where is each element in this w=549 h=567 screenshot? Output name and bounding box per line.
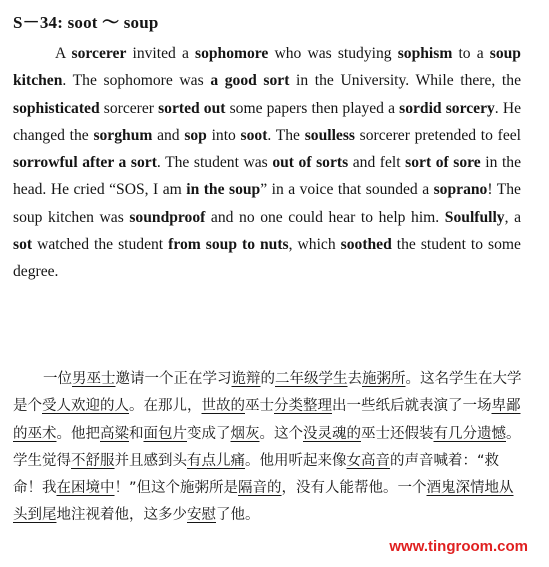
english-text: ” in a voice that sounded a — [260, 181, 434, 199]
chinese-paragraph — [13, 366, 523, 530]
english-key-term: sort of sore — [405, 154, 481, 172]
english-key-term: Soulfully — [444, 208, 505, 226]
chinese-key-term: 高粱 — [100, 425, 129, 442]
english-key-term: soup kitchen — [13, 45, 521, 90]
chinese-text: 。他把 — [56, 425, 100, 442]
english-text: sorcerer — [99, 99, 159, 117]
chinese-key-term: 隔音的 — [238, 480, 282, 497]
english-key-term: sorcerer — [71, 45, 127, 62]
chinese-text: ，没有人能帮他。一个 — [281, 480, 427, 497]
chinese-key-term: 诡辩 — [231, 371, 261, 387]
chinese-key-term: 二年级学生 — [275, 371, 348, 387]
chinese-key-term: 有点儿痛 — [187, 452, 245, 469]
chinese-text: 去 — [347, 371, 362, 387]
english-key-term: sorted out — [158, 99, 226, 117]
chinese-text: 。学生觉得 — [13, 425, 521, 469]
english-key-term: sordid sorcery — [399, 99, 495, 117]
english-text: the student to some degree. — [13, 236, 521, 281]
english-key-term: sophism — [397, 45, 453, 62]
english-text: ! The soup kitchen was — [13, 181, 521, 226]
chinese-key-term: 从头到尾 — [13, 480, 514, 524]
chinese-text: 一位 — [43, 371, 72, 387]
chinese-text: 了他。 — [216, 507, 260, 524]
page-heading: S－34: soot ～ soup — [13, 13, 159, 32]
chinese-key-term: 有几分遗憾 — [433, 425, 506, 442]
english-text: who was studying — [268, 45, 398, 62]
english-text: . The sophomore was — [62, 72, 211, 90]
chinese-text: 。这名学生在大学是个 — [13, 371, 522, 415]
english-text: into — [206, 126, 241, 144]
english-key-term: soothed — [340, 236, 392, 254]
chinese-text: 地注视着他，这多少 — [56, 507, 187, 524]
chinese-key-term: 男巫士 — [72, 371, 116, 387]
chinese-key-term: 烟灰 — [230, 425, 260, 442]
chinese-key-term: 酒鬼 — [426, 480, 456, 497]
chinese-text: 巫士 — [245, 398, 274, 415]
english-key-term: sophisticated — [13, 99, 100, 117]
english-text: . He changed the — [13, 99, 521, 144]
english-paragraph — [13, 40, 521, 286]
english-text: . The student was — [156, 154, 273, 172]
english-text: in the head. He cried “SOS, I am — [13, 154, 521, 199]
english-passage — [13, 40, 521, 286]
chinese-text: 并且感到头 — [114, 452, 187, 469]
english-key-term: sorghum — [93, 126, 153, 144]
chinese-key-term: 面包片 — [143, 425, 187, 442]
chinese-key-term: 女高音 — [346, 452, 390, 469]
english-text: some papers then played a — [225, 99, 400, 117]
chinese-key-term: 卑鄙的巫术 — [13, 398, 521, 442]
chinese-text: 的声音喊着：“救命！我 — [13, 452, 500, 497]
english-key-term: sop — [184, 126, 207, 144]
chinese-text: 邀请一个正在学习 — [115, 371, 232, 387]
chinese-text: 变成了 — [187, 425, 231, 442]
english-text: and no one could hear to help him. — [205, 208, 445, 226]
english-key-term: soprano — [433, 181, 488, 199]
english-key-term: a good sort — [210, 72, 290, 90]
english-text: in the University. While there, the — [289, 72, 521, 90]
chinese-key-term: 不舒服 — [71, 452, 115, 469]
english-text: watched the student — [32, 236, 169, 254]
chinese-text: ！”但这个施粥所是 — [114, 480, 239, 497]
chinese-key-term: 没灵魂的 — [303, 425, 361, 442]
chinese-text: 出一些纸后就表演了一场 — [332, 398, 492, 415]
chinese-key-term: 受人欢迎的人 — [42, 398, 129, 415]
english-text: and felt — [348, 154, 406, 172]
site-watermark: www.tingroom.com — [386, 538, 531, 555]
chinese-text: 的 — [260, 371, 275, 387]
english-text: , which — [288, 236, 341, 254]
chinese-key-term: 安慰 — [187, 507, 216, 524]
chinese-translation — [13, 366, 523, 530]
english-key-term: soundproof — [129, 208, 206, 226]
chinese-key-term: 在困境中 — [56, 480, 115, 497]
chinese-text: 和 — [129, 425, 144, 442]
english-key-term: in the soup — [186, 181, 261, 199]
chinese-key-term: 施粥所 — [362, 371, 406, 387]
english-key-term: sophomore — [195, 45, 269, 62]
chinese-text: 。他用听起来像 — [245, 452, 347, 469]
english-text: sorcerer pretended to feel — [354, 126, 521, 144]
english-text: to a — [452, 45, 490, 62]
english-text: invited a — [126, 45, 195, 62]
chinese-text: 。在那儿， — [129, 398, 202, 415]
chinese-key-term: 深情地 — [455, 480, 500, 497]
english-text: . The — [267, 126, 305, 144]
chinese-text: 巫士还假装 — [361, 425, 434, 442]
english-text: and — [152, 126, 185, 144]
english-text: , a — [504, 208, 522, 226]
english-key-term: soulless — [304, 126, 355, 144]
english-key-term: sot — [13, 236, 33, 254]
english-key-term: sorrowful after a sort — [13, 154, 157, 172]
english-key-term: from soup to nuts — [168, 236, 289, 254]
chinese-text: 。这个 — [259, 425, 303, 442]
english-text: A — [55, 45, 72, 62]
chinese-key-term: 世故的 — [201, 398, 245, 415]
chinese-key-term: 分类整理 — [274, 398, 332, 415]
english-key-term: out of sorts — [272, 154, 349, 172]
english-key-term: soot — [240, 126, 268, 144]
